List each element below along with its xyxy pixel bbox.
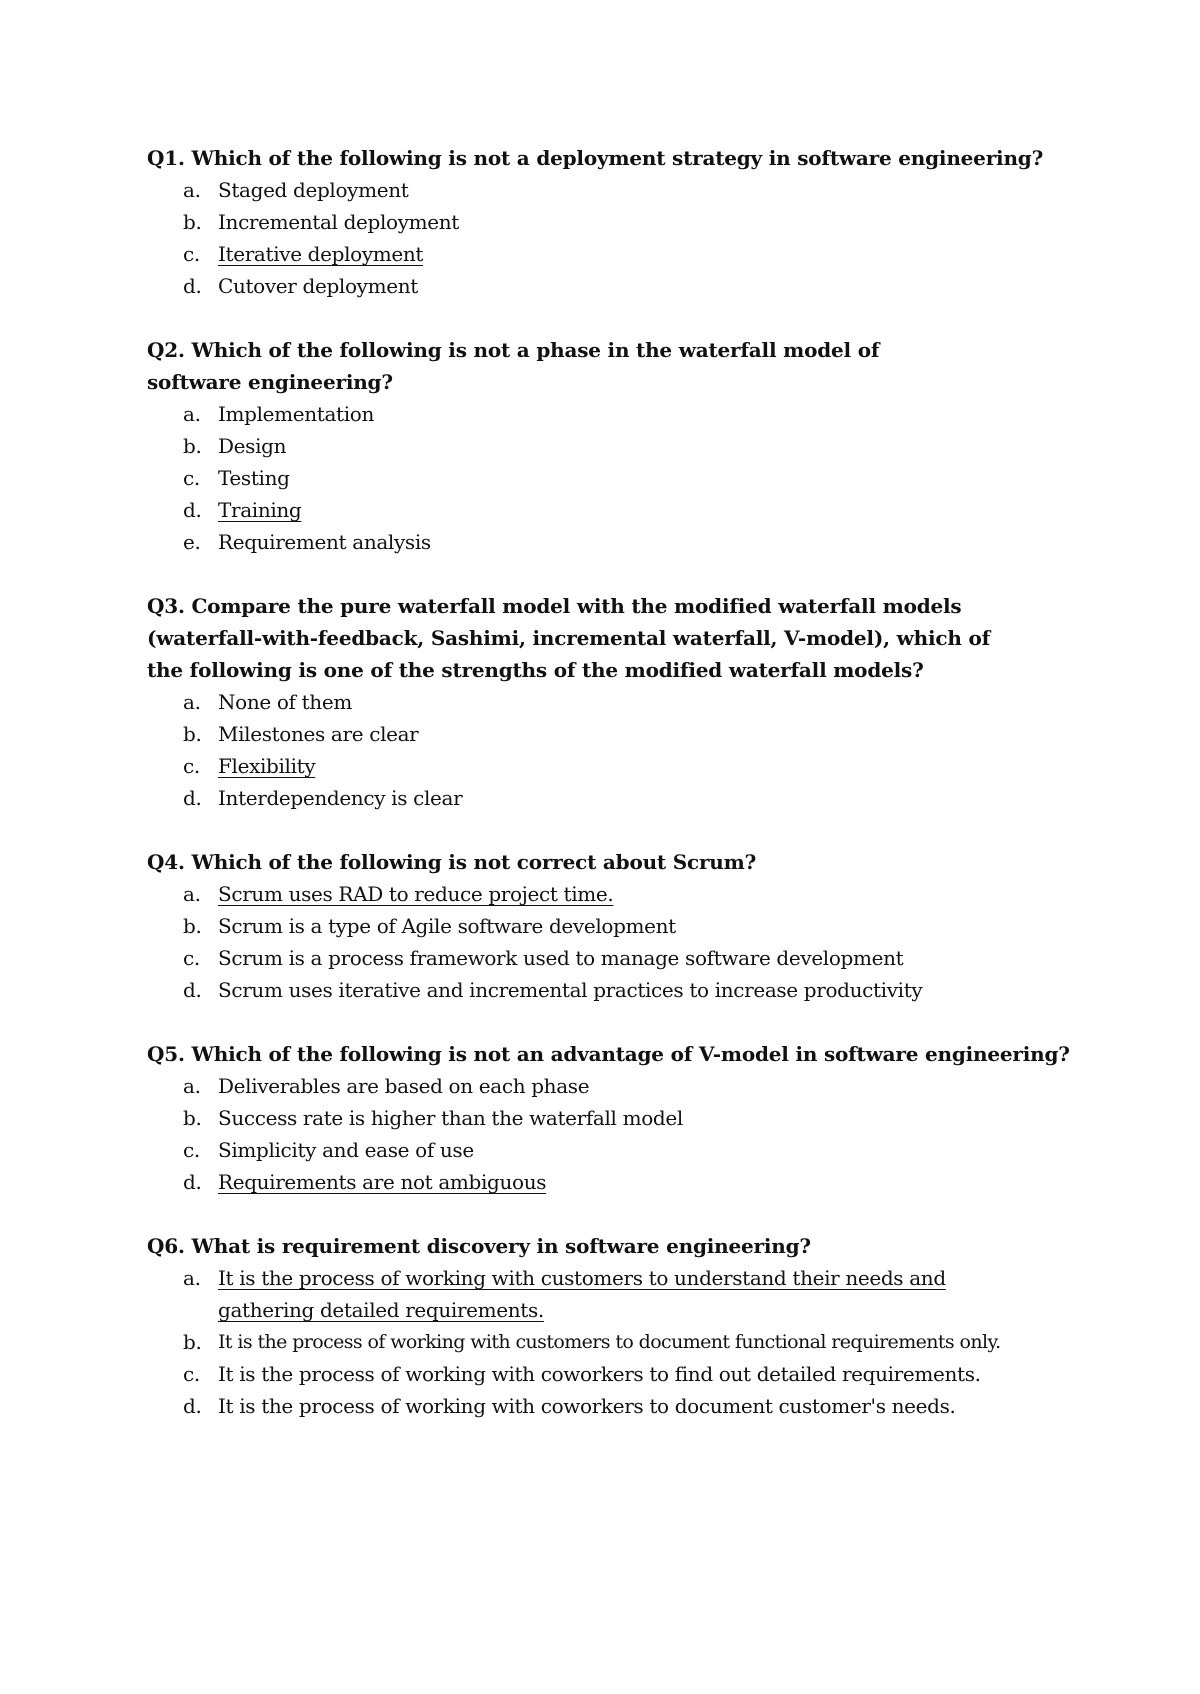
option-letter: b.	[183, 1106, 202, 1130]
option-letter: d.	[183, 978, 202, 1002]
option-item	[147, 1326, 1077, 1358]
answer-option-text: Training	[218, 498, 302, 522]
option-letter: c.	[183, 1138, 200, 1162]
option-letter: c.	[183, 242, 200, 266]
option-item	[147, 686, 1077, 718]
option-item	[147, 1358, 1077, 1390]
question-1	[147, 142, 1077, 302]
option-list	[147, 878, 1077, 1006]
option-item	[147, 494, 1077, 526]
answer-option-text: Flexibility	[218, 754, 316, 778]
option-text: Scrum is a type of Agile software development	[218, 914, 676, 938]
question-text: Q5. Which of the following is not an advantage of V-model in software engineering?	[147, 1042, 1070, 1066]
answer-option-text: Scrum uses RAD to reduce project time.	[218, 882, 614, 906]
option-item	[147, 238, 1077, 270]
option-item	[147, 174, 1077, 206]
option-text: Incremental deployment	[218, 210, 459, 234]
option-text: Design	[218, 434, 287, 458]
question-5	[147, 1038, 1077, 1198]
option-list	[147, 1262, 1077, 1422]
option-letter: a.	[183, 1074, 201, 1098]
option-item	[147, 1134, 1077, 1166]
option-letter: b.	[183, 722, 202, 746]
answer-option-text: It is the process of working with customers to understand their needs and gathering detailed requirements.	[218, 1266, 946, 1322]
option-item	[147, 462, 1077, 494]
option-item	[147, 1262, 1077, 1326]
option-letter: b.	[183, 434, 202, 458]
option-item	[147, 270, 1077, 302]
option-text: Staged deployment	[218, 178, 409, 202]
option-item	[147, 878, 1077, 910]
option-list	[147, 398, 1077, 558]
option-item	[147, 974, 1077, 1006]
option-letter: c.	[183, 1362, 200, 1386]
option-letter: c.	[183, 754, 200, 778]
option-item	[147, 526, 1077, 558]
question-text: Q1. Which of the following is not a deployment strategy in software engineering?	[147, 146, 1044, 170]
option-letter: b.	[183, 210, 202, 234]
option-letter: b.	[183, 914, 202, 938]
question-text: Q6. What is requirement discovery in software engineering?	[147, 1234, 811, 1258]
option-item	[147, 398, 1077, 430]
option-letter: d.	[183, 274, 202, 298]
option-letter: a.	[183, 690, 201, 714]
question-text: Q3. Compare the pure waterfall model with the modified waterfall models (waterfall-with-feedback, Sashimi, incremental waterfall, V-model), which of the following is one of the strengths of the modified waterfall models?	[147, 594, 990, 682]
option-text: It is the process of working with coworkers to document customer's needs.	[218, 1394, 956, 1418]
option-text: It is the process of working with coworkers to find out detailed requirements.	[218, 1362, 981, 1386]
option-item	[147, 430, 1077, 462]
option-letter: b.	[183, 1330, 202, 1354]
option-letter: d.	[183, 786, 202, 810]
option-text: None of them	[218, 690, 352, 714]
option-letter: d.	[183, 498, 202, 522]
option-list	[147, 174, 1077, 302]
option-text: Simplicity and ease of use	[218, 1138, 474, 1162]
quiz-document	[147, 142, 1077, 1454]
option-letter: e.	[183, 530, 201, 554]
question-2	[147, 334, 1077, 558]
option-text: Cutover deployment	[218, 274, 418, 298]
question-text: Q2. Which of the following is not a phase in the waterfall model of software engineering?	[147, 338, 880, 394]
option-item	[147, 1070, 1077, 1102]
option-item	[147, 1166, 1077, 1198]
question-text: Q4. Which of the following is not correct about Scrum?	[147, 850, 757, 874]
option-text: Scrum uses iterative and incremental practices to increase productivity	[218, 978, 923, 1002]
option-letter: d.	[183, 1170, 202, 1194]
answer-option-text: Requirements are not ambiguous	[218, 1170, 547, 1194]
option-letter: a.	[183, 178, 201, 202]
option-letter: d.	[183, 1394, 202, 1418]
option-item	[147, 1390, 1077, 1422]
option-text: Testing	[218, 466, 290, 490]
option-item	[147, 782, 1077, 814]
option-item	[147, 718, 1077, 750]
answer-option-text: Iterative deployment	[218, 242, 424, 266]
option-letter: c.	[183, 466, 200, 490]
question-4	[147, 846, 1077, 1006]
question-6	[147, 1230, 1077, 1422]
question-3	[147, 590, 1077, 814]
option-item	[147, 910, 1077, 942]
option-text: Milestones are clear	[218, 722, 419, 746]
option-text: Success rate is higher than the waterfall model	[218, 1106, 683, 1130]
option-text: Implementation	[218, 402, 374, 426]
option-list	[147, 686, 1077, 814]
option-item	[147, 942, 1077, 974]
option-text: Requirement analysis	[218, 530, 431, 554]
option-letter: a.	[183, 882, 201, 906]
option-letter: c.	[183, 946, 200, 970]
option-letter: a.	[183, 402, 201, 426]
option-text: It is the process of working with customers to document functional requirements only.	[218, 1331, 1001, 1353]
option-text: Deliverables are based on each phase	[218, 1074, 590, 1098]
option-text: Scrum is a process framework used to manage software development	[218, 946, 904, 970]
option-text: Interdependency is clear	[218, 786, 463, 810]
option-item	[147, 750, 1077, 782]
option-item	[147, 206, 1077, 238]
option-item	[147, 1102, 1077, 1134]
option-letter: a.	[183, 1266, 201, 1290]
option-list	[147, 1070, 1077, 1198]
